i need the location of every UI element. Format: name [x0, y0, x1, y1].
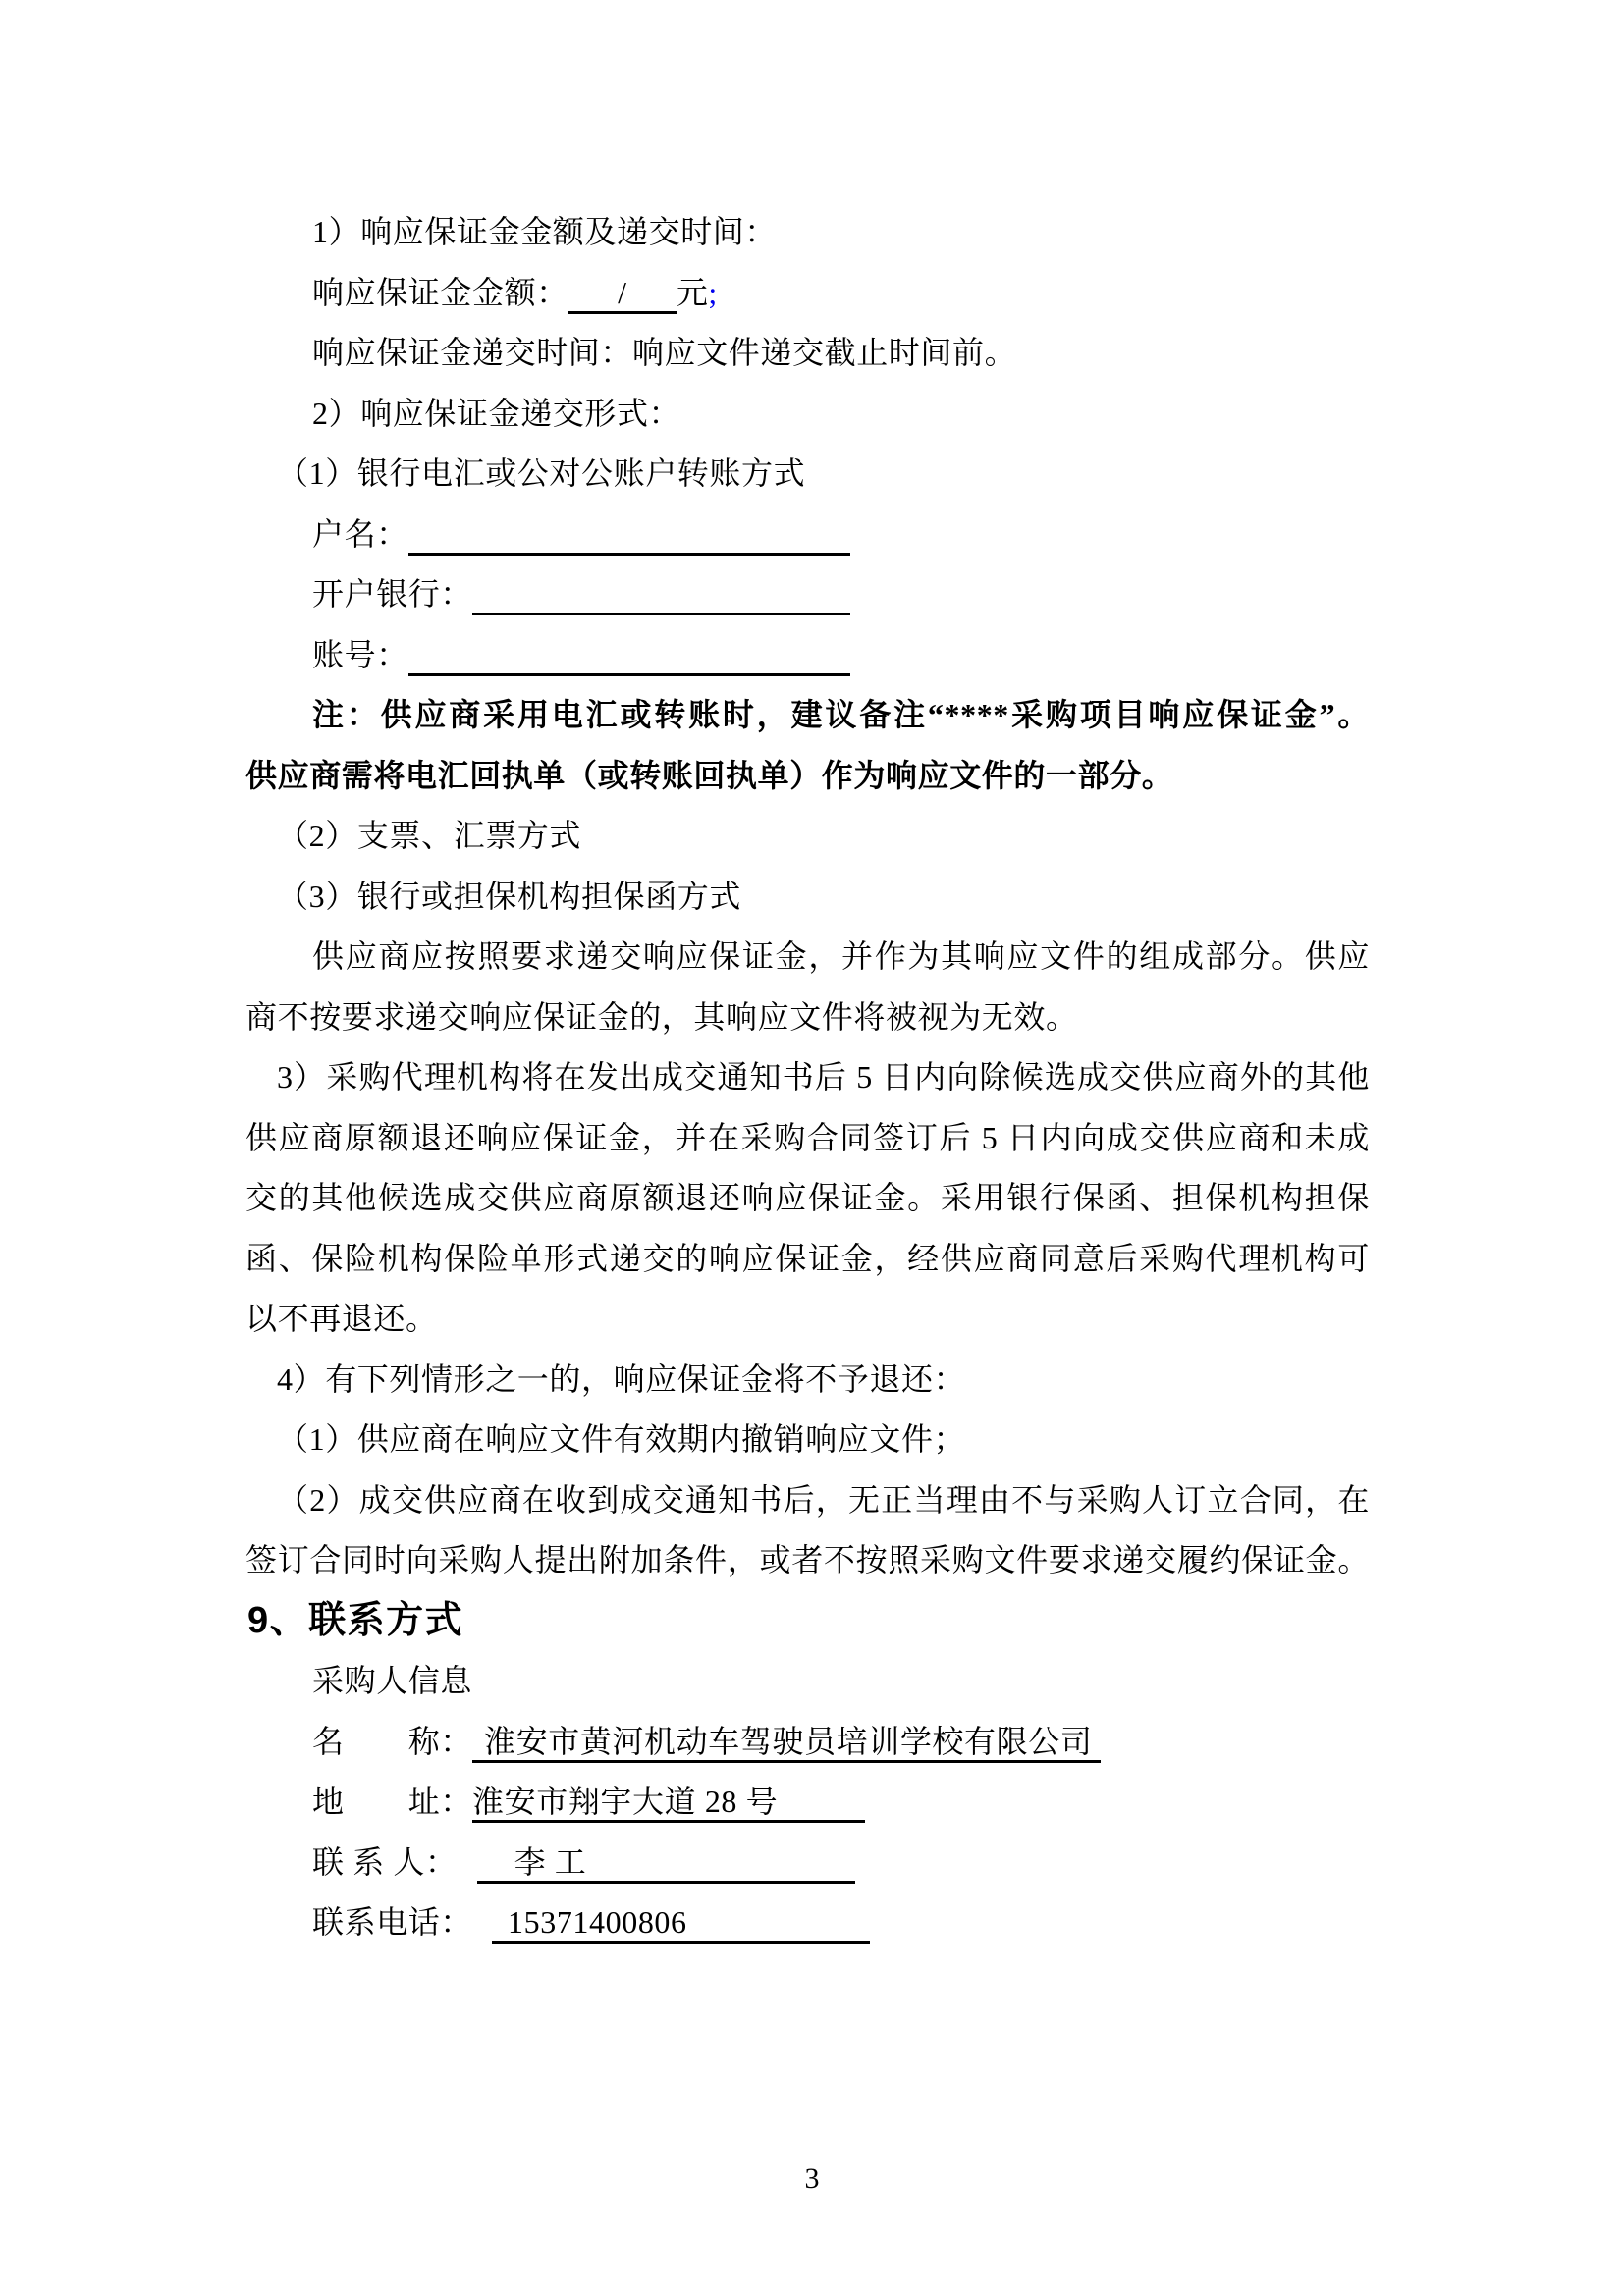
doc-line: 采购人信息	[312, 1663, 473, 1698]
doc-line: 注：供应商采用电汇或转账时，建议备注“****采购项目响应保证金”。	[312, 697, 1370, 732]
doc-line	[245, 263, 1370, 324]
blank-underline-field	[408, 633, 850, 676]
doc-line: 函、保险机构保险单形式递交的响应保证金，经供应商同意后采购代理机构可	[245, 1240, 1370, 1276]
blank-underline-field	[408, 512, 850, 556]
doc-line	[245, 564, 1370, 625]
doc-line	[245, 1772, 1370, 1833]
doc-line	[245, 1893, 1370, 1953]
doc-line: 签订合同时向采购人提出附加条件，或者不按照采购文件要求递交履约保证金。	[245, 1542, 1370, 1577]
doc-line: （1）供应商在响应文件有效期内撤销响应文件；	[277, 1421, 966, 1457]
doc-line: 4）有下列情形之一的，响应保证金将不予退还：	[277, 1361, 966, 1397]
doc-line: 商不按要求递交响应保证金的，其响应文件将被视为无效。	[245, 998, 1078, 1035]
underlined-value: 淮安市黄河机动车驾驶员培训学校有限公司	[472, 1720, 1101, 1763]
text-run: 户名：	[312, 515, 408, 552]
doc-line: 1）响应保证金金额及递交时间：	[312, 214, 778, 249]
section-heading: 9、联系方式	[247, 1599, 464, 1641]
doc-line: （2）支票、汇票方式	[277, 818, 582, 853]
underlined-value: 李 工	[477, 1841, 855, 1884]
text-run: 响应保证金金额：	[312, 274, 568, 310]
text-run: 联系电话：	[312, 1904, 473, 1940]
doc-line: （3）银行或担保机构担保函方式	[277, 878, 742, 914]
doc-line: 交的其他候选成交供应商原额退还响应保证金。采用银行保函、担保机构担保	[245, 1180, 1370, 1215]
doc-line	[245, 1833, 1370, 1894]
document-page	[245, 202, 1370, 1953]
doc-line: 供应商需将电汇回执单（或转账回执单）作为响应文件的一部分。	[245, 757, 1174, 793]
text-run: 开户银行：	[312, 576, 473, 612]
blank-underline-field	[472, 572, 850, 615]
text-run: 账号：	[312, 636, 408, 672]
page-number: 3	[804, 2163, 820, 2195]
text-run: 地 址：	[312, 1784, 473, 1819]
accent-semicolon: ;	[708, 274, 718, 310]
doc-line	[245, 1712, 1370, 1773]
doc-line: 2）响应保证金递交形式：	[312, 395, 681, 431]
text-run: 名 称：	[312, 1723, 473, 1759]
doc-line	[245, 625, 1370, 686]
underlined-value: 15371400806	[492, 1900, 870, 1944]
doc-line: （2）成交供应商在收到成交通知书后，无正当理由不与采购人订立合同，在	[277, 1481, 1370, 1518]
doc-line	[245, 505, 1370, 565]
doc-line: 3）采购代理机构将在发出成交通知书后 5 日内向除候选成交供应商外的其他	[277, 1059, 1370, 1095]
blank-underline-field: /	[568, 271, 677, 314]
doc-line: 响应保证金递交时间：响应文件递交截止时间前。	[312, 335, 1017, 370]
doc-line: 以不再退还。	[245, 1301, 438, 1336]
text-run: 元	[676, 274, 709, 310]
text-run: 联 系 人：	[312, 1843, 458, 1880]
underlined-value: 淮安市翔宇大道 28 号	[472, 1780, 865, 1823]
doc-line: 供应商原额退还响应保证金，并在采购合同签订后 5 日内向成交供应商和未成	[245, 1119, 1370, 1155]
doc-line: （1）银行电汇或公对公账户转账方式	[277, 455, 806, 491]
doc-line: 供应商应按照要求递交响应保证金，并作为其响应文件的组成部分。供应	[312, 938, 1370, 974]
